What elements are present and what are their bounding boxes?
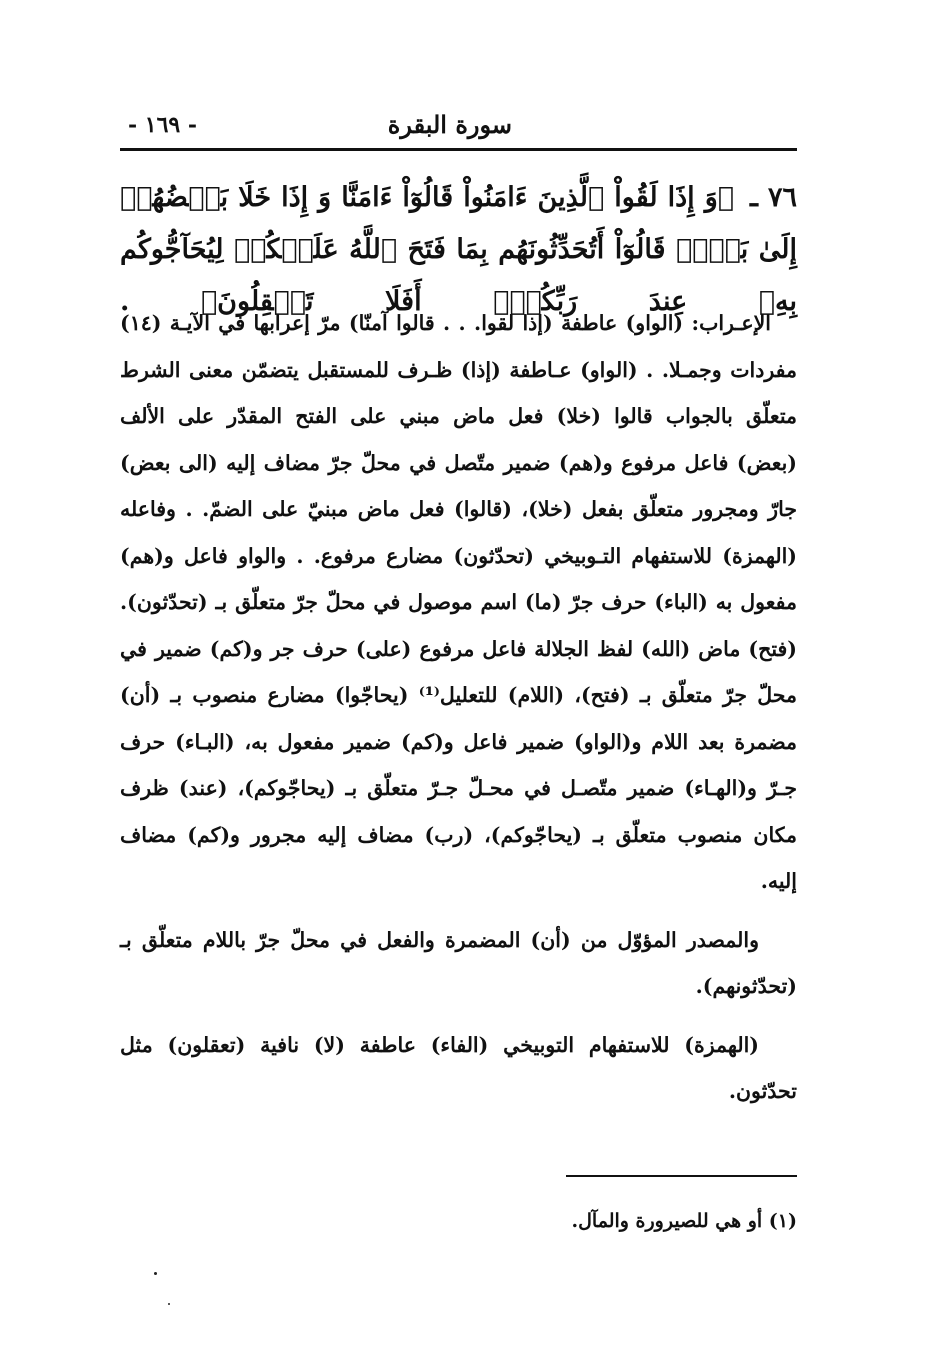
footnote-rule [566, 1175, 797, 1177]
verse-text: ﴿وَ إِذَا لَقُواْ ٱلَّذِينَ ءَامَنُواْ قَالُوٓاْ ءَامَنَّا وَ إِذَا خَلَا بَعۡضُهُمۡ إِلَىٰ بَعۡضٖ قَالُوٓاْ أَتُحَدِّثُونَهُم بِمَا فَتَحَ ٱللَّهُ عَلَيۡكُمۡ لِيُحَآجُّوكُم بِهِۦ عِندَ رَبِّكُمۡۚ أَفَلَا تَعۡقِلُونَ﴾ . [120, 182, 797, 317]
page-number: - ١٦٩ - [128, 112, 198, 138]
analysis-paragraph-2: والمصدر المؤوّل من (أن) المضمرة والفعل في محلّ جرّ باللام متعلّق بـ (تحدّثونهم). [120, 927, 797, 998]
verse-number: ٧٦ ـ [750, 182, 798, 213]
analysis-paragraph-1 [120, 300, 797, 905]
header-rule [120, 148, 797, 151]
analysis-text-1: (الواو) عاطفة (إذا لقوا. . . قالوا آمنّا) مرّ إعرابها في الآيـة (١٤) مفردات وجمـلا. . (الواو) عـاطفة (إذا) ظـرف للمستقبل يتضمّن معنى الشرط متعلّق بالجواب قالوا (خلا) فعل ماض مبني على الفتح المقدّر على الألف (بعض) فاعل مرفوع و(هم) ضمير متّصل في محلّ جرّ مضاف إليه (الى بعض) جارّ ومجرور متعلّق بفعل (خلا)، (قالوا) فعل ماض مبنيّ على الضمّ. . وفاعله (الهمزة) للاستفهام التـوبيخي (تحدّثون) مضارع مرفوع. . والواو فاعل و(هم) مفعول به (الباء) حرف جرّ (ما) اسم موصول في محلّ جرّ متعلّق بـ (تحدّثون). (فتح) ماض (الله) لفظ الجلالة فاعل مرفوع (على) حرف جر و(كم) ضمير في محلّ جرّ متعلّق بـ (فتح)، (اللام) للتعليل⁽¹⁾ (يحاجّوا) مضارع منصوب بـ (أن) مضمرة بعد اللام و(الواو) ضمير فاعل و(كم) ضمير مفعول به، (البـاء) حرف جـرّ و(الهـاء) ضمير متّصـل في محـلّ جـرّ متعلّق بـ (يحاجّوكم)، (عند) ظرف مكان منصوب متعلّق بـ (يحاجّوكم)، (رب) مضاف إليه مجرور و(كم) مضاف إليه. [120, 311, 798, 893]
footnote: (١) أو هي للصيرورة والمآل. [571, 1210, 797, 1232]
page [120, 0, 797, 1364]
print-speck [168, 1303, 170, 1305]
page-header [120, 108, 797, 144]
analysis-heading: الإعـراب: [691, 311, 771, 335]
grammatical-analysis [120, 300, 797, 1115]
print-speck [154, 1272, 157, 1275]
analysis-paragraph-3: (الهمزة) للاستفهام التوبيخي (الفاء) عاطفة (لا) نافية (تعقلون) مثل تحدّثون. [120, 1032, 797, 1103]
surah-title: سورة البقرة [387, 110, 512, 139]
